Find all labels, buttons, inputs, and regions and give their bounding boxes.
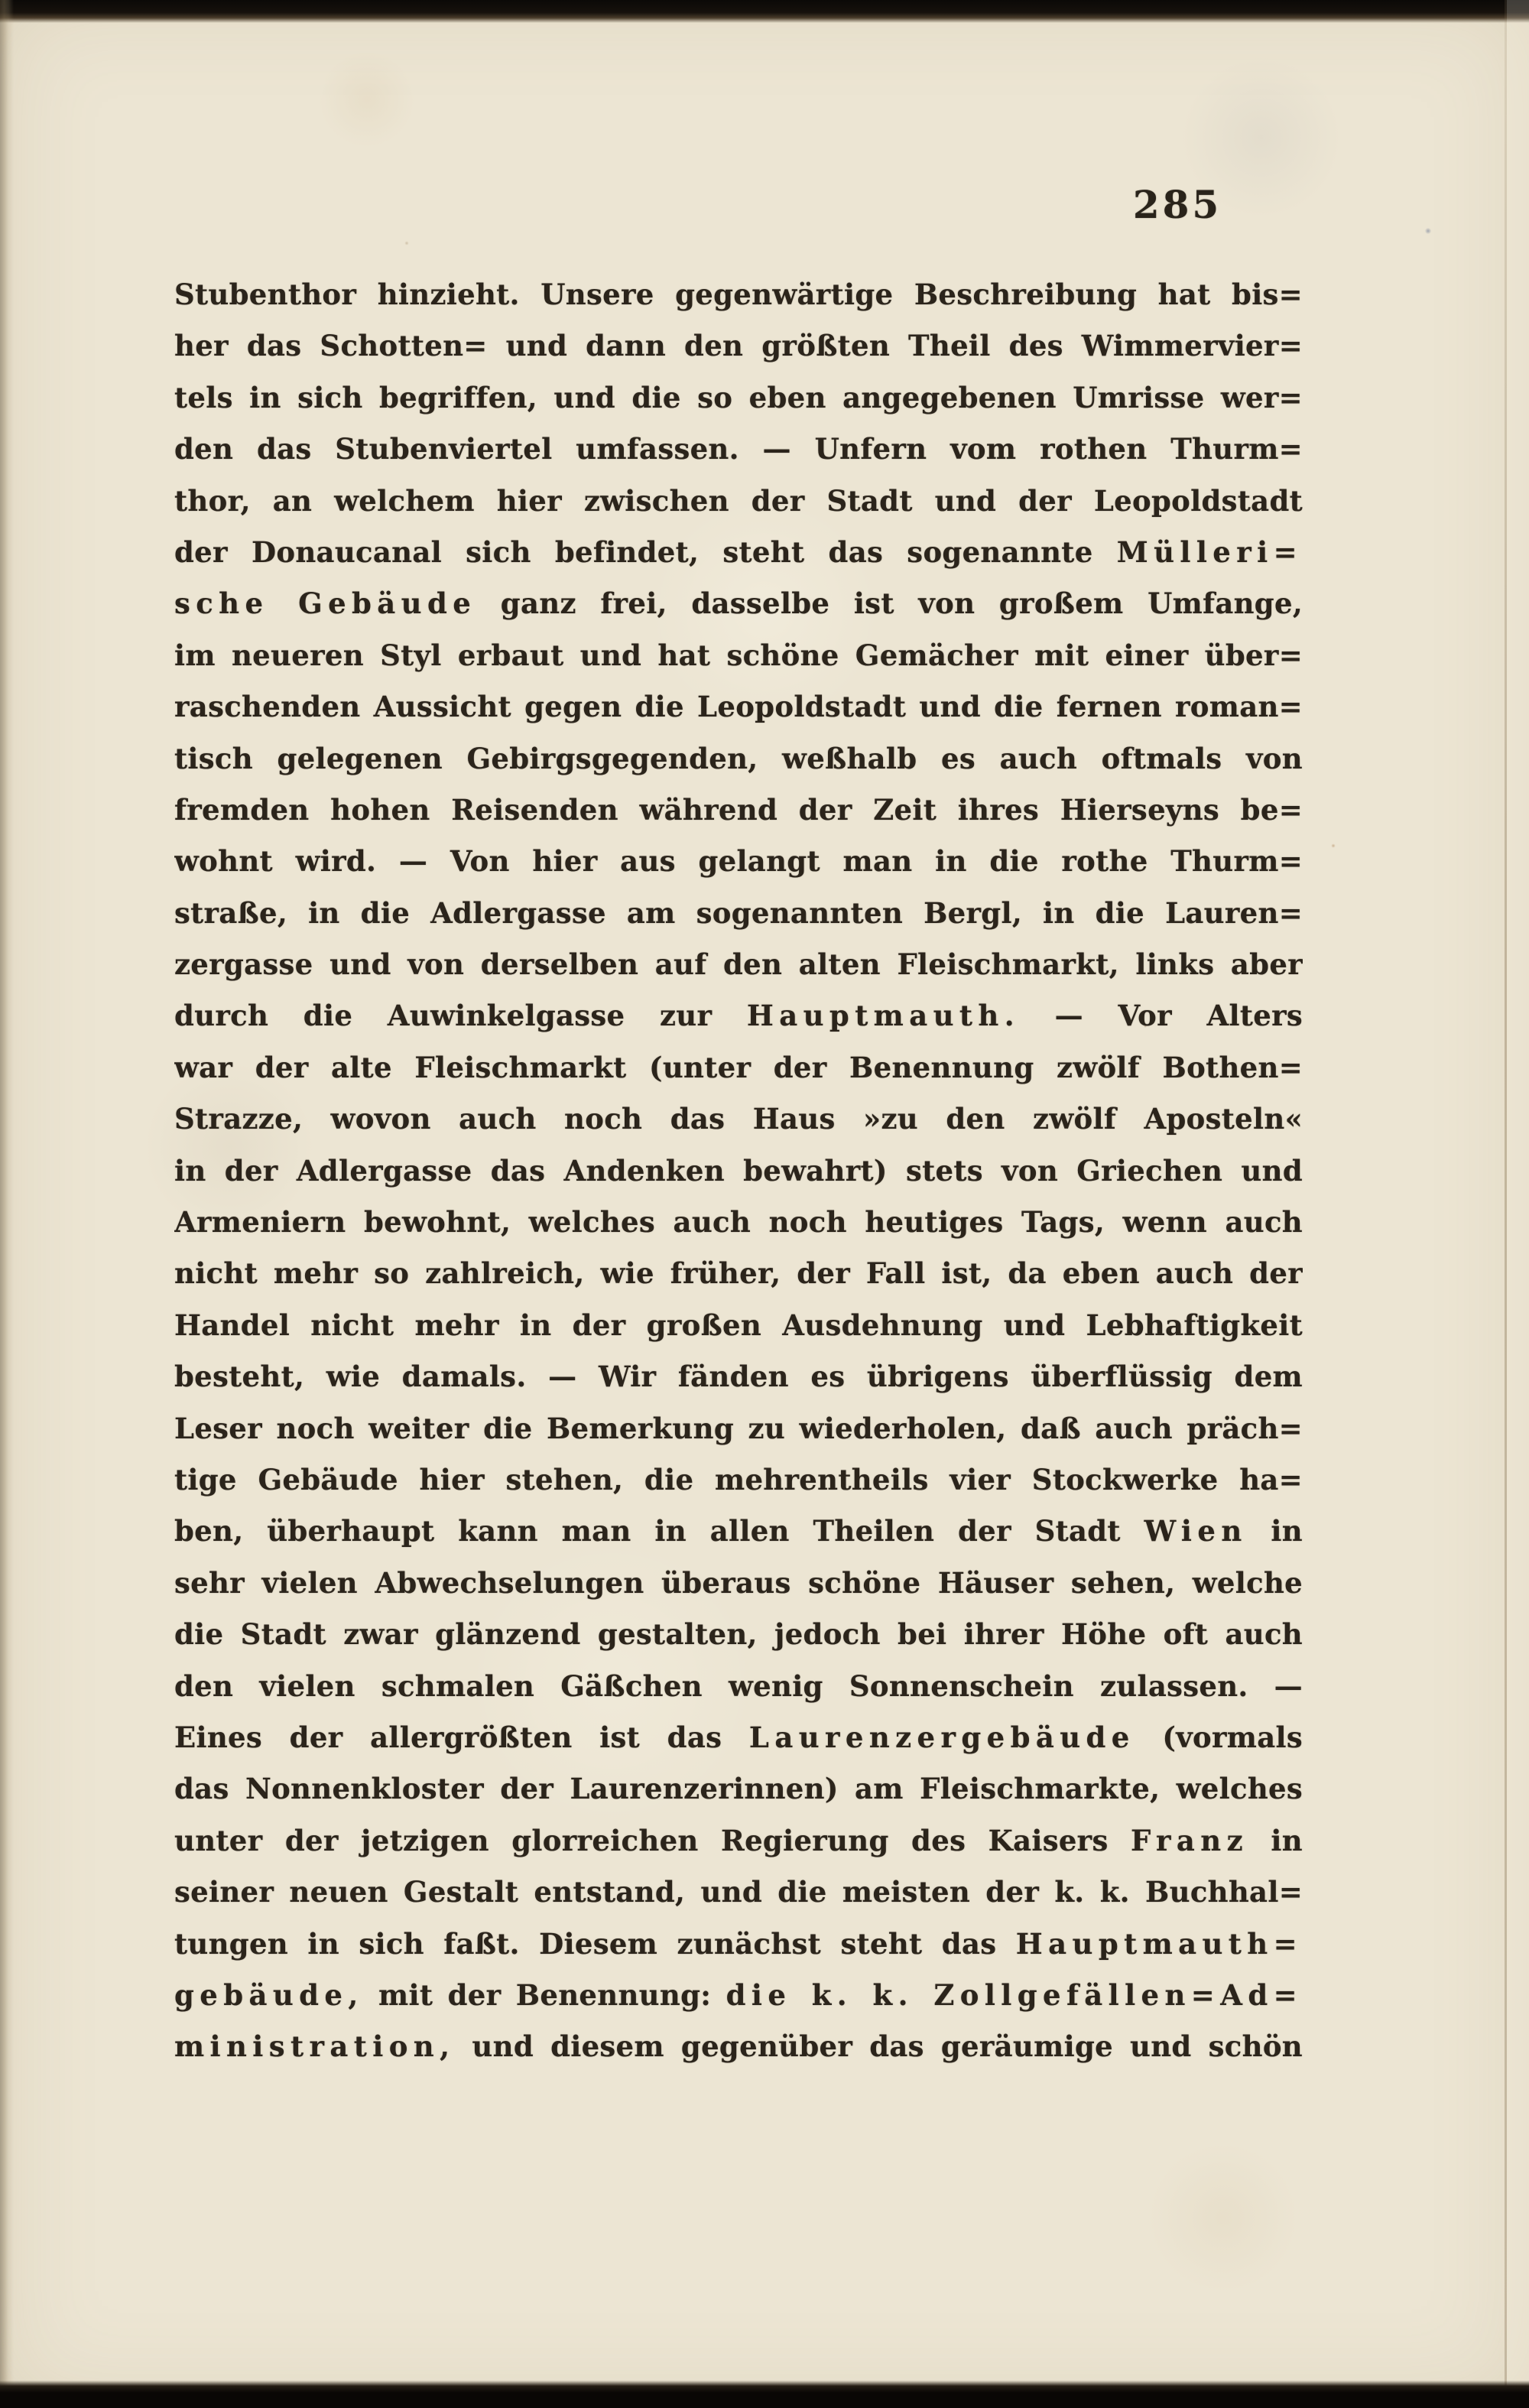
page-edge-strip bbox=[1507, 0, 1529, 2408]
body-text: straße, in die Adlergasse am sogenannten Bergl, in die Lauren= bbox=[174, 895, 1303, 930]
body-text: zergasse und von derselben auf den alten Fleischmarkt, links aber bbox=[174, 947, 1303, 982]
text-line bbox=[174, 1042, 1303, 1094]
body-text: seiner neuen Gestalt entstand, und die meisten der k. k. Buchhal= bbox=[174, 1875, 1303, 1909]
letterspaced-text: Hauptmauth= bbox=[1015, 1926, 1303, 1961]
body-text: unter der jetzigen glorreichen Regierung des Kaisers bbox=[174, 1823, 1131, 1857]
body-text: in bbox=[1248, 1823, 1303, 1857]
body-text: Leser noch weiter die Bemerkung zu wiederholen, daß auch präch= bbox=[174, 1411, 1303, 1445]
text-line bbox=[174, 1558, 1303, 1609]
body-text: thor, an welchem hier zwischen der Stadt und der Leopoldstadt bbox=[174, 483, 1303, 518]
text-line bbox=[174, 527, 1303, 578]
scan-edge-top bbox=[0, 0, 1529, 23]
text-line bbox=[174, 990, 1303, 1042]
body-text: in der Adlergasse das Andenken bewahrt) stets von Griechen und bbox=[174, 1153, 1303, 1188]
letterspaced-text: Laurenzergebäude bbox=[748, 1720, 1135, 1754]
text-line bbox=[174, 1094, 1303, 1145]
text-line bbox=[174, 1867, 1303, 1918]
body-text: tige Gebäude hier stehen, die mehrentheils vier Stockwerke ha= bbox=[174, 1462, 1303, 1496]
body-text: her das Schotten= und dann den größten Theil des Wimmervier= bbox=[174, 329, 1303, 363]
body-text: den das Stubenviertel umfassen. — Unfern vom rothen Thurm= bbox=[174, 432, 1303, 466]
page-number: 285 bbox=[1132, 182, 1222, 227]
text-line bbox=[174, 681, 1303, 733]
scan-edge-bottom bbox=[0, 2380, 1529, 2408]
letterspaced-text: sche Gebäude bbox=[174, 587, 477, 621]
body-text: das Nonnenkloster der Laurenzerinnen) am Fleischmarkte, welches bbox=[174, 1772, 1303, 1806]
body-text: tels in sich begriffen, und die so eben angegebenen Umrisse wer= bbox=[174, 380, 1303, 414]
body-text: der Donaucanal sich befindet, steht das sogenannte bbox=[174, 535, 1117, 569]
letterspaced-text: die k. k. Zollgefällen=Ad= bbox=[726, 1977, 1303, 2012]
text-line bbox=[174, 836, 1303, 887]
body-text: im neueren Styl erbaut und hat schöne Gemächer mit einer über= bbox=[174, 638, 1303, 672]
text-line bbox=[174, 1197, 1303, 1248]
letterspaced-text: gebäude, bbox=[174, 1977, 364, 2012]
text-line bbox=[174, 1661, 1303, 1712]
body-text: wohnt wird. — Von hier aus gelangt man in die rothe Thurm= bbox=[174, 844, 1303, 879]
body-text: ben, überhaupt kann man in allen Theilen der Stadt bbox=[174, 1514, 1144, 1548]
text-line bbox=[174, 939, 1303, 990]
body-text: nicht mehr so zahlreich, wie früher, der Fall ist, da eben auch der bbox=[174, 1256, 1303, 1291]
body-text: war der alte Fleischmarkt (unter der Benennung zwölf Bothen= bbox=[174, 1050, 1303, 1084]
text-line bbox=[174, 372, 1303, 424]
letterspaced-text: Franz bbox=[1131, 1823, 1249, 1857]
letterspaced-text: Hauptmauth. bbox=[746, 999, 1020, 1033]
text-line bbox=[174, 1970, 1303, 2021]
text-line bbox=[174, 320, 1303, 372]
text-block bbox=[174, 269, 1303, 2073]
body-text: die Stadt zwar glänzend gestalten, jedoch bei ihrer Höhe oft auch bbox=[174, 1617, 1303, 1652]
letterspaced-text: ministration, bbox=[174, 2029, 456, 2064]
text-line bbox=[174, 1403, 1303, 1454]
text-line bbox=[174, 1454, 1303, 1506]
text-line bbox=[174, 1763, 1303, 1815]
body-text: besteht, wie damals. — Wir fänden es übrigens überflüssig dem bbox=[174, 1360, 1303, 1394]
body-text: in bbox=[1247, 1514, 1303, 1548]
text-line bbox=[174, 1712, 1303, 1763]
text-line bbox=[174, 1300, 1303, 1351]
letterspaced-text: Mülleri= bbox=[1116, 535, 1303, 569]
body-text: und diesem gegenüber das geräumige und schön bbox=[455, 2029, 1303, 2064]
body-text: fremden hohen Reisenden während der Zeit ihres Hierseyns be= bbox=[174, 792, 1303, 827]
text-line bbox=[174, 1351, 1303, 1402]
body-text: Strazze, wovon auch noch das Haus »zu den zwölf Aposteln« bbox=[174, 1102, 1303, 1136]
text-line bbox=[174, 1248, 1303, 1299]
body-text: (vormals bbox=[1135, 1720, 1303, 1754]
text-line bbox=[174, 1146, 1303, 1197]
body-text: durch die Auwinkelgasse zur bbox=[174, 999, 747, 1033]
text-line bbox=[174, 888, 1303, 939]
body-text: sehr vielen Abwechselungen überaus schöne Häuser sehen, welche bbox=[174, 1565, 1303, 1600]
body-text: tisch gelegenen Gebirgsgegenden, weßhalb es auch oftmals von bbox=[174, 741, 1303, 775]
text-line bbox=[174, 1609, 1303, 1660]
letterspaced-text: Wien bbox=[1144, 1514, 1248, 1548]
text-line bbox=[174, 1815, 1303, 1867]
body-text: raschenden Aussicht gegen die Leopoldstadt und die fernen roman= bbox=[174, 690, 1303, 724]
text-line bbox=[174, 1919, 1303, 1970]
text-line bbox=[174, 630, 1303, 681]
body-text: Armeniern bewohnt, welches auch noch heutiges Tags, wenn auch bbox=[174, 1205, 1303, 1240]
text-line bbox=[174, 2021, 1303, 2072]
scan-edge-left bbox=[0, 0, 14, 2408]
body-text: Eines der allergrößten ist das bbox=[174, 1720, 749, 1754]
body-text: ganz frei, dasselbe ist von großem Umfange, bbox=[476, 587, 1303, 621]
text-line bbox=[174, 785, 1303, 836]
text-line bbox=[174, 424, 1303, 475]
text-line bbox=[174, 1506, 1303, 1557]
text-line bbox=[174, 733, 1303, 785]
body-text: Stubenthor hinzieht. Unsere gegenwärtige Beschreibung hat bis= bbox=[174, 278, 1303, 311]
text-line bbox=[174, 269, 1303, 320]
text-line bbox=[174, 578, 1303, 629]
text-line bbox=[174, 476, 1303, 527]
body-text: tungen in sich faßt. Diesem zunächst steht das bbox=[174, 1926, 1016, 1961]
body-text: mit der Benennung: bbox=[363, 1977, 726, 2012]
body-text: den vielen schmalen Gäßchen wenig Sonnenschein zulassen. — bbox=[174, 1669, 1303, 1703]
page-fold-line bbox=[1505, 0, 1507, 2408]
body-text: — Vor Alters bbox=[1019, 999, 1303, 1033]
body-text: Handel nicht mehr in der großen Ausdehnung und Lebhaftigkeit bbox=[174, 1308, 1303, 1342]
